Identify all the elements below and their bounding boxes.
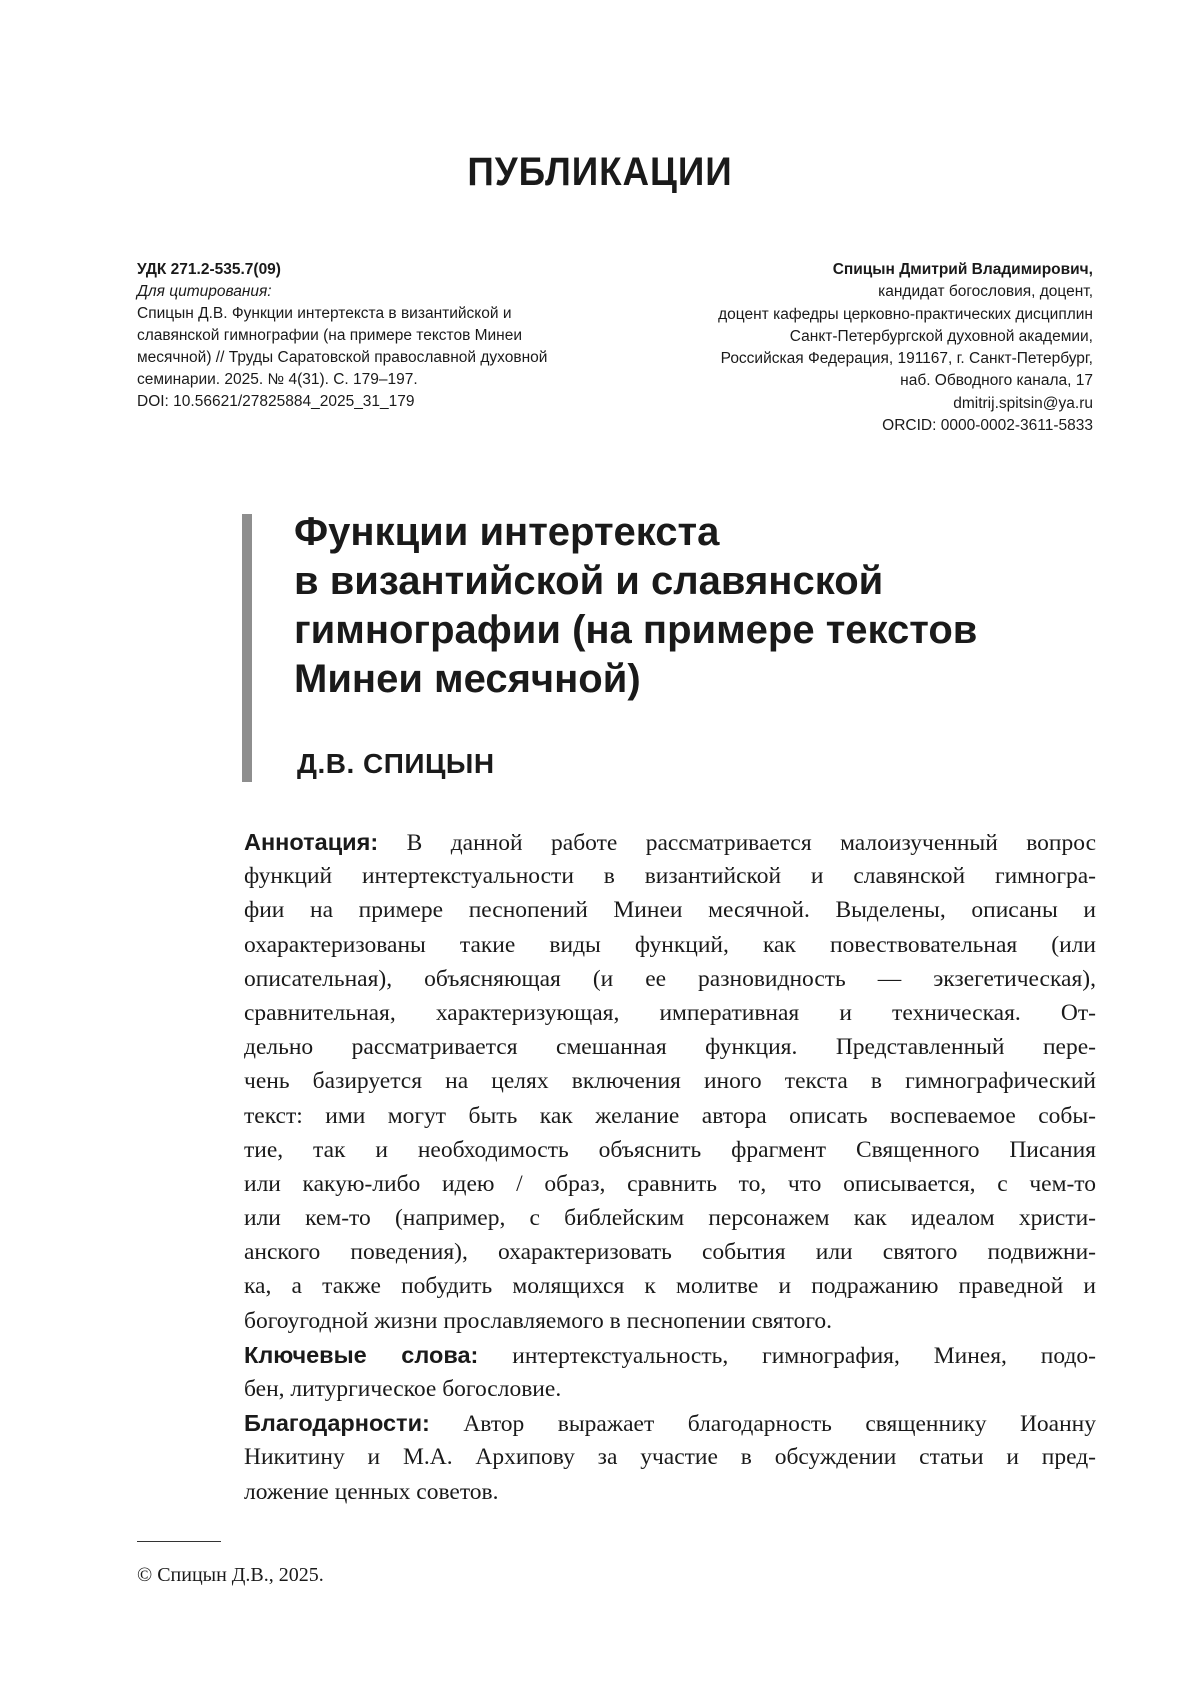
abstract-line: охарактеризованы такие виды функций, как повествовательная (или [244,931,1096,958]
abstract-line: тие, так и необходимость объяснить фрагмент Священного Писания [244,1136,1096,1163]
udk-code: УДК 271.2-535.7(09) [137,261,281,278]
author-orcid: ORCID: 0000-0002-3611-5833 [882,417,1093,435]
abstract-line: ка, а также побудить молящихся к молитве и подражанию праведной и [244,1273,1096,1300]
author-info-line: кандидат богословия, доцент, [878,283,1093,301]
article-title-line: в византийской и славянской [294,559,884,603]
citation-line: месячной) // Труды Саратовской православной духовной [137,349,548,366]
keywords-label: Ключевые слова: [244,1341,479,1368]
abstract-line: описательная), объясняющая (и ее разновидность — экзегетическая), [244,965,1096,992]
section-heading: ПУБЛИКАЦИИ [467,150,733,194]
article-title-line: гимнографии (на примере текстов [294,608,978,652]
abstract-line: текст: ими могут быть как желание автора описать воспеваемое собы- [244,1102,1096,1129]
abstract-text: В данной работе рассматривается малоизученный вопрос [378,830,1096,856]
author-info-line: доцент кафедры церковно-практических дисциплин [718,305,1093,323]
citation-block [137,259,607,413]
author-email: dmitrij.spitsin@ya.ru [953,394,1093,412]
citation-line: Спицын Д.В. Функции интертекста в византийской и [137,305,512,322]
citation-line: семинарии. 2025. № 4(31). С. 179–197. [137,371,418,388]
abstract-line: дельно рассматривается смешанная функция. Представленный пере- [244,1034,1096,1061]
abstract-line: сравнительная, характеризующая, императивная и техническая. От- [244,999,1096,1026]
doi: DOI: 10.56621/27825884_2025_31_179 [137,393,415,410]
article-author: Д.В. СПИЦЫН [297,748,495,779]
keywords-text: интертекстуальность, гимнография, Минея, подо- [478,1342,1096,1369]
acknowledgements-line [244,1406,1096,1440]
footnote-divider [137,1541,221,1542]
abstract-block [244,825,1096,1509]
abstract-line: фии на примере песнопений Минеи месячной. Выделены, описаны и [244,897,1096,924]
abstract-line [244,825,1096,859]
author-info-block [573,259,1093,437]
abstract-line: богоугодной жизни прославляемого в песнопении святого. [244,1307,832,1334]
acknowledgements-line: ложение ценных советов. [244,1478,499,1505]
author-full-name: Спицын Дмитрий Владимирович, [832,261,1093,278]
acknowledgements-line: Никитину и М.А. Архипову за участие в обсуждении статьи и пред- [244,1444,1096,1471]
article-title-line: Минеи месячной) [294,657,641,701]
title-accent-bar [242,514,252,782]
keywords-line [244,1338,1096,1372]
abstract-line: или какую-либо идею / образ, сравнить то, что описывается, с чем-то [244,1170,1096,1197]
keywords-line: бен, литургическое богословие. [244,1376,562,1402]
author-info-line: Санкт-Петербургской духовной академии, [789,327,1093,345]
acknowledgements-label: Благодарности: [244,1410,430,1437]
abstract-line: или кем-то (например, с библейским персонажем как идеалом христи- [244,1205,1096,1232]
author-info-line: наб. Обводного канала, 17 [900,372,1093,390]
acknowledgements-text: Автор выражает благодарность священнику Иоанну [429,1411,1096,1438]
copyright-notice: © Спицын Д.В., 2025. [137,1564,324,1586]
abstract-line: функций интертекстуальности в византийской и славянской гимногра- [244,863,1096,890]
abstract-line: чень базируется на целях включения иного текста в гимнографический [244,1068,1096,1095]
abstract-label: Аннотация: [244,829,379,855]
abstract-line: анского поведения), охарактеризовать события или святого подвижни- [244,1239,1096,1266]
article-title-line: Функции интертекста [294,510,720,554]
citation-label: Для цитирования: [137,283,272,300]
citation-line: славянской гимнографии (на примере текстов Минеи [137,327,523,344]
article-title [294,508,1114,704]
author-info-line: Российская Федерация, 191167, г. Санкт-Петербург, [720,350,1093,368]
